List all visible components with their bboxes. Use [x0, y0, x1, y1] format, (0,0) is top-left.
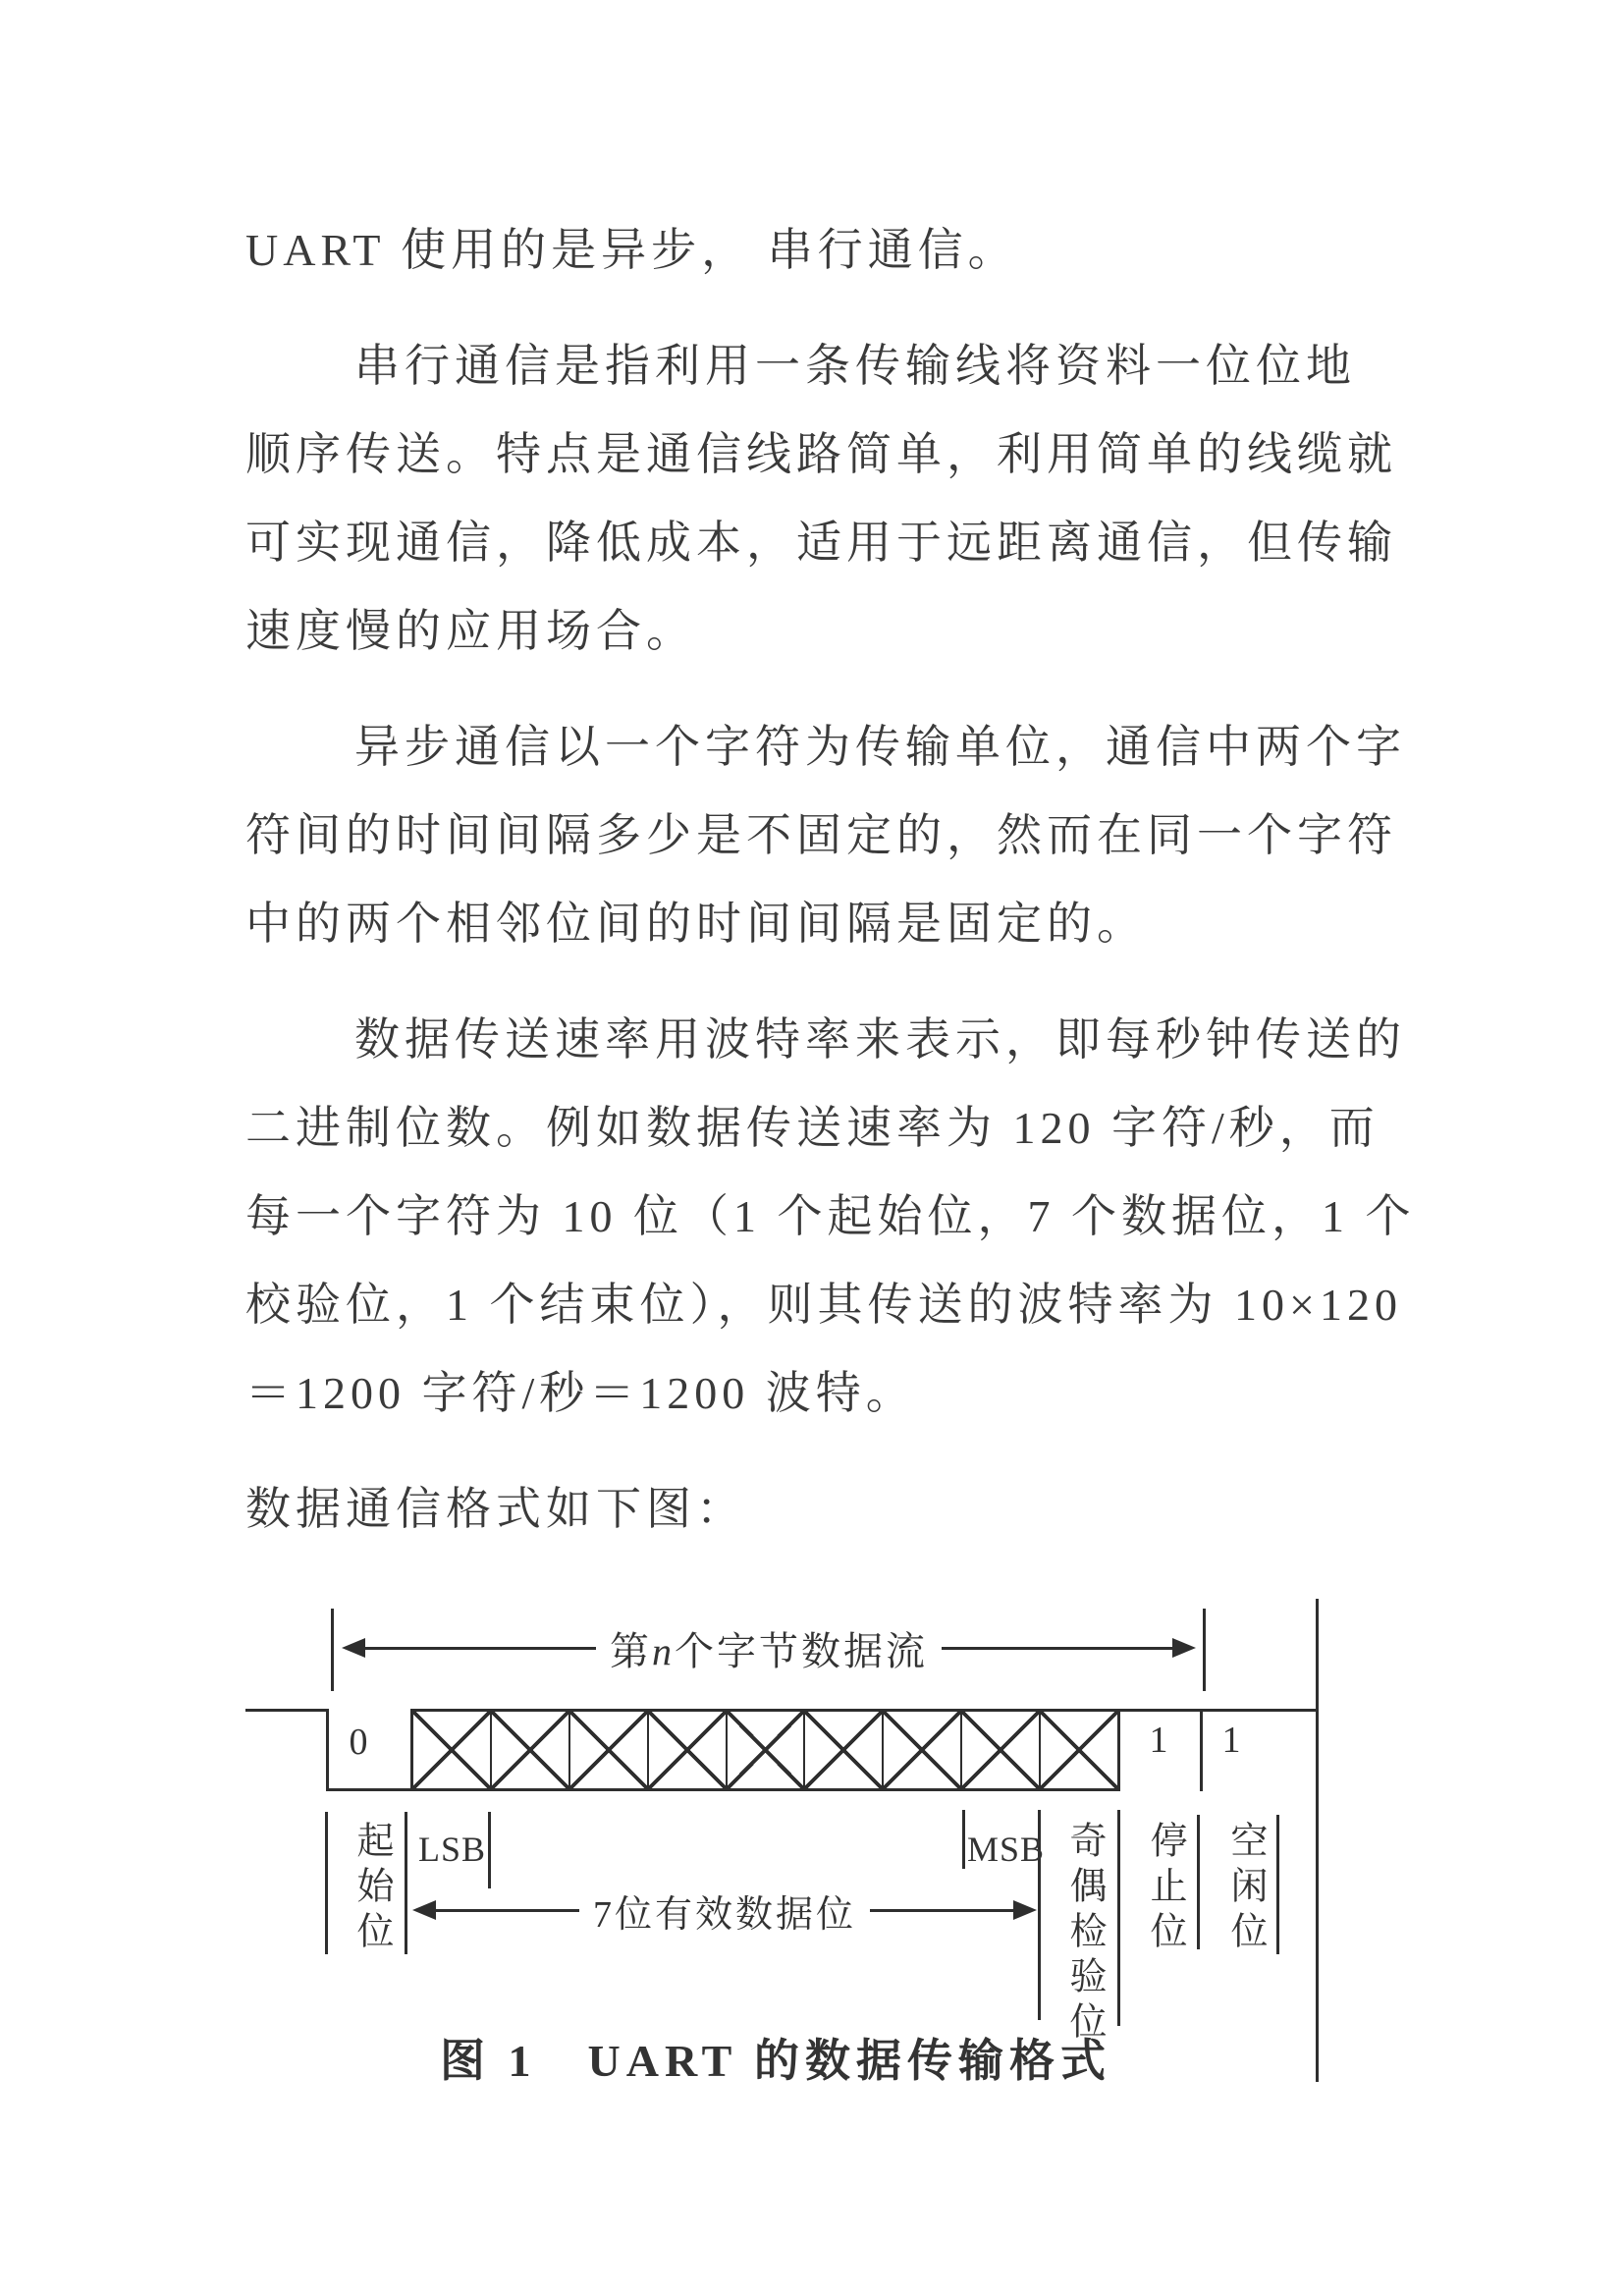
text-line: 每一个字符为 10 位（1 个起始位，7 个数据位，1 个 [245, 1191, 1416, 1241]
text-line: 异步通信以一个字符为传输单位，通信中两个字 [354, 722, 1406, 772]
text-line: 中的两个相邻位间的时间间隔是固定的。 [245, 899, 1147, 949]
data-bit-cell [649, 1712, 728, 1788]
stop-idle-high-line [1120, 1709, 1318, 1712]
label-tick [325, 1812, 328, 1954]
data-bits-label: 7位有效数据位 [593, 1893, 857, 1936]
paragraph [245, 322, 1397, 676]
start-bit-value: 0 [349, 1722, 368, 1763]
stop-bit-value: 1 [1149, 1720, 1168, 1761]
arrow-line [870, 1909, 1013, 1912]
idle-bit-value: 1 [1221, 1720, 1241, 1761]
data-bit-cell [492, 1712, 570, 1788]
text-line: 数据通信格式如下图： [245, 1484, 746, 1534]
byte-stream-left-tick [331, 1609, 334, 1691]
arrowhead-right-icon [1172, 1638, 1196, 1658]
text-line: 可实现通信，降低成本，适用于远距离通信，但传输 [245, 518, 1397, 568]
msb-label: MSB [967, 1830, 1046, 1869]
lsb-label: LSB [418, 1830, 487, 1869]
byte-stream-arrow [342, 1611, 1196, 1685]
uart-format-diagram [0, 1571, 1623, 2121]
byte-stream-label: 第n个字节数据流 [610, 1628, 928, 1673]
data-bit-cell [1041, 1712, 1117, 1788]
data-bit-cell [805, 1712, 884, 1788]
data-bit-cell [884, 1712, 962, 1788]
data-bits-box [410, 1709, 1120, 1791]
stop-idle-divider [1200, 1709, 1203, 1791]
label-tick [1197, 1815, 1200, 1949]
idle-high-line-left [245, 1709, 329, 1712]
text-line: 串行通信是指利用一条传输线将资料一位位地 [354, 341, 1356, 391]
arrowhead-left-icon [342, 1638, 365, 1658]
arrowhead-right-icon [1013, 1900, 1037, 1920]
text-line: 校验位，1 个结束位），则其传送的波特率为 10×120 [245, 1280, 1402, 1330]
label-tick [962, 1810, 965, 1869]
data-bit-cell [962, 1712, 1041, 1788]
text-line: 符间的时间间隔多少是不固定的，然而在同一个字符 [245, 810, 1397, 860]
paragraph [245, 996, 1416, 1438]
text-line: 顺序传送。特点是通信线路简单，利用简单的线缆就 [245, 429, 1397, 479]
label-tick [1117, 1810, 1120, 2026]
arrowhead-left-icon [412, 1900, 436, 1920]
parity-bit-label: 奇偶检验位 [1063, 1821, 1105, 2047]
start-bit-low-line [326, 1788, 412, 1791]
data-bit-cell [728, 1712, 806, 1788]
label-tick [1276, 1815, 1279, 1954]
arrow-line [942, 1647, 1172, 1650]
byte-stream-right-tick [1203, 1609, 1206, 1691]
paragraph [245, 206, 1394, 295]
text-line: 速度慢的应用场合。 [245, 606, 696, 656]
stop-bit-label: 停止位 [1144, 1821, 1185, 1956]
text-line: 二进制位数。例如数据传送速率为 120 字符/秒，而 [245, 1103, 1380, 1153]
idle-bit-label: 空闲位 [1224, 1821, 1266, 1956]
text-line: 数据传送速率用波特率来表示，即每秒钟传送的 [354, 1014, 1406, 1065]
arrow-line [436, 1909, 579, 1912]
data-bit-cell [570, 1712, 649, 1788]
arrow-line [365, 1647, 596, 1650]
text-line: ＝1200 字符/秒＝1200 波特。 [245, 1368, 916, 1418]
right-border-line [1316, 1599, 1319, 2082]
label-tick [405, 1812, 407, 1954]
data-bits-span-arrow [412, 1876, 1037, 1944]
start-bit-falling-edge [326, 1709, 329, 1791]
article-text [245, 206, 1416, 1554]
paragraph [245, 703, 1406, 968]
paragraph [245, 1465, 1394, 1554]
text-line: UART 使用的是异步， 串行通信。 [245, 225, 1018, 275]
figure-caption: 图 1 UART 的数据传输格式 [440, 2036, 1111, 2086]
data-bit-cell [413, 1712, 492, 1788]
start-bit-label: 起始位 [351, 1821, 392, 1956]
